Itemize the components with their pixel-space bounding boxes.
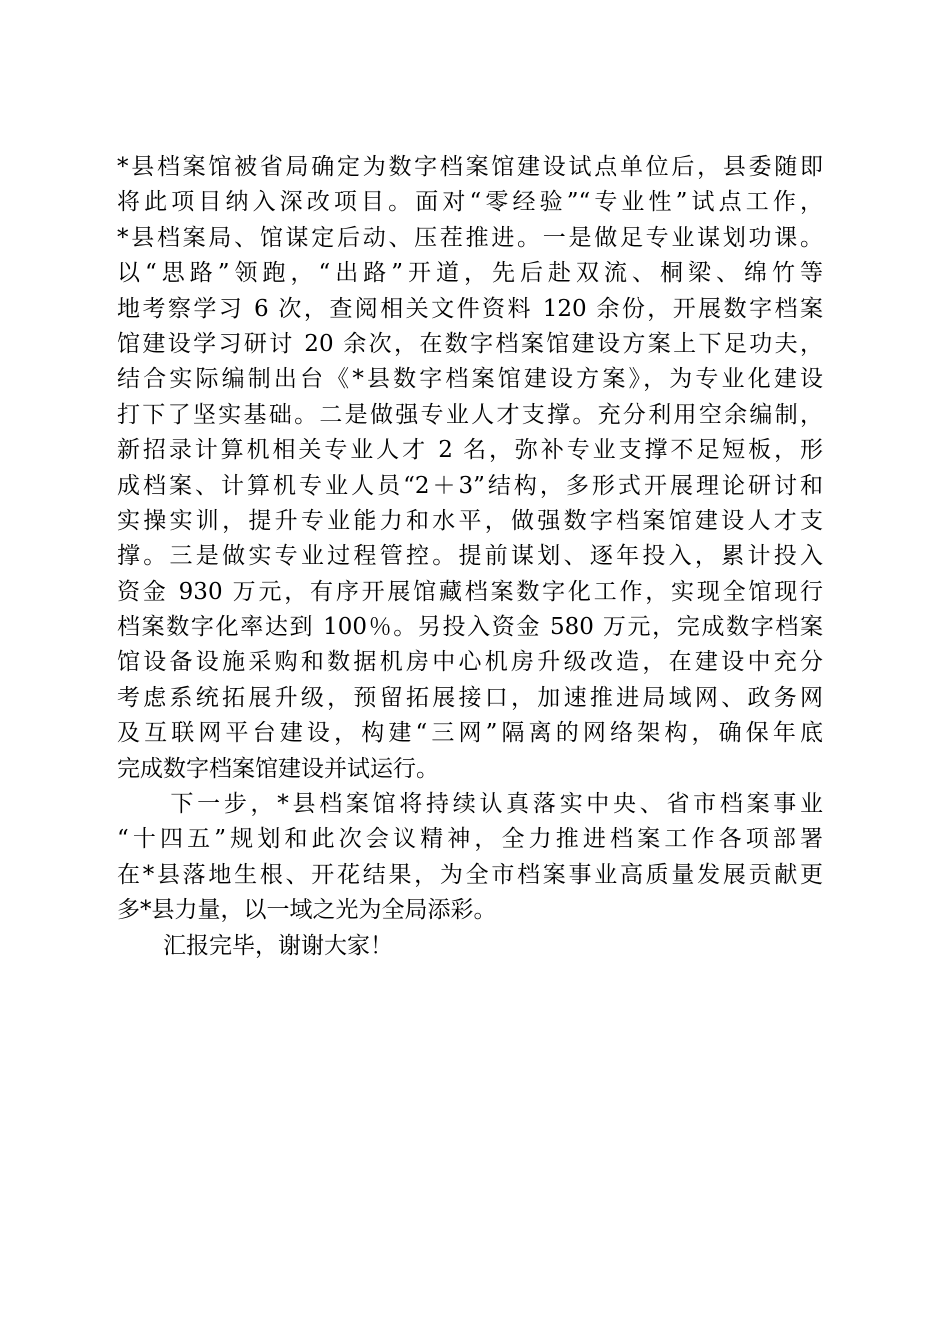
text-line: 将此项目纳入深改项目。面对“零经验”“专业性”试点工作， bbox=[117, 189, 823, 216]
text-line: 打下了坚实基础。二是做强专业人才支撑。充分利用空余编制， bbox=[117, 401, 823, 428]
document-body bbox=[117, 150, 823, 964]
text-line: 以“思路”领跑，“出路”开道，先后赴双流、桐梁、绵竹等 bbox=[117, 260, 823, 287]
text-line: 考虑系统拓展升级，预留拓展接口，加速推进局域网、政务网 bbox=[117, 684, 823, 711]
paragraph-closing bbox=[117, 929, 823, 964]
text-line: *县档案馆被省局确定为数字档案馆建设试点单位后，县委随即 bbox=[117, 154, 823, 180]
text-line: 及互联网平台建设，构建“三网”隔离的网络架构，确保年底 bbox=[117, 720, 823, 747]
text-line: “十四五”规划和此次会议精神，全力推进档案工作各项部署 bbox=[117, 826, 823, 853]
text-line: 多*县力量，以一域之光为全局添彩。 bbox=[117, 897, 497, 924]
text-line: 新招录计算机相关专业人才 2 名，弥补专业支撑不足短板，形 bbox=[117, 437, 823, 464]
paragraph-next-steps bbox=[117, 787, 823, 929]
text-line: 馆建设学习研讨 20 余次，在数字档案馆建设方案上下足功夫， bbox=[117, 330, 823, 357]
text-line: 成档案、计算机专业人员“2＋3”结构，多形式开展理论研讨和 bbox=[117, 472, 823, 499]
text-line: 地考察学习 6 次，查阅相关文件资料 120 余份，开展数字档案 bbox=[117, 295, 823, 322]
text-line: 完成数字档案馆建设并试运行。 bbox=[117, 755, 439, 782]
text-line: *县档案局、馆谋定后动、压茬推进。一是做足专业谋划功课。 bbox=[117, 224, 823, 251]
closing-line: 汇报完毕，谢谢大家！ bbox=[117, 932, 393, 959]
text-line: 结合实际编制出台《*县数字档案馆建设方案》，为专业化建设 bbox=[117, 366, 823, 393]
text-line: 撑。三是做实专业过程管控。提前谋划、逐年投入，累计投入 bbox=[117, 543, 823, 570]
text-line: 资金 930 万元，有序开展馆藏档案数字化工作，实现全馆现行 bbox=[117, 578, 823, 605]
paragraph-archive-pilot bbox=[117, 150, 823, 787]
text-line: 在*县落地生根、开花结果，为全市档案事业高质量发展贡献更 bbox=[117, 861, 823, 888]
text-line: 馆设备设施采购和数据机房中心机房升级改造，在建设中充分 bbox=[117, 649, 823, 676]
text-line: 实操实训，提升专业能力和水平，做强数字档案馆建设人才支 bbox=[117, 507, 823, 534]
text-line: 下一步，*县档案馆将持续认真落实中央、省市档案事业 bbox=[117, 791, 823, 818]
text-line: 档案数字化率达到 100％。另投入资金 580 万元，完成数字档案 bbox=[117, 614, 823, 641]
